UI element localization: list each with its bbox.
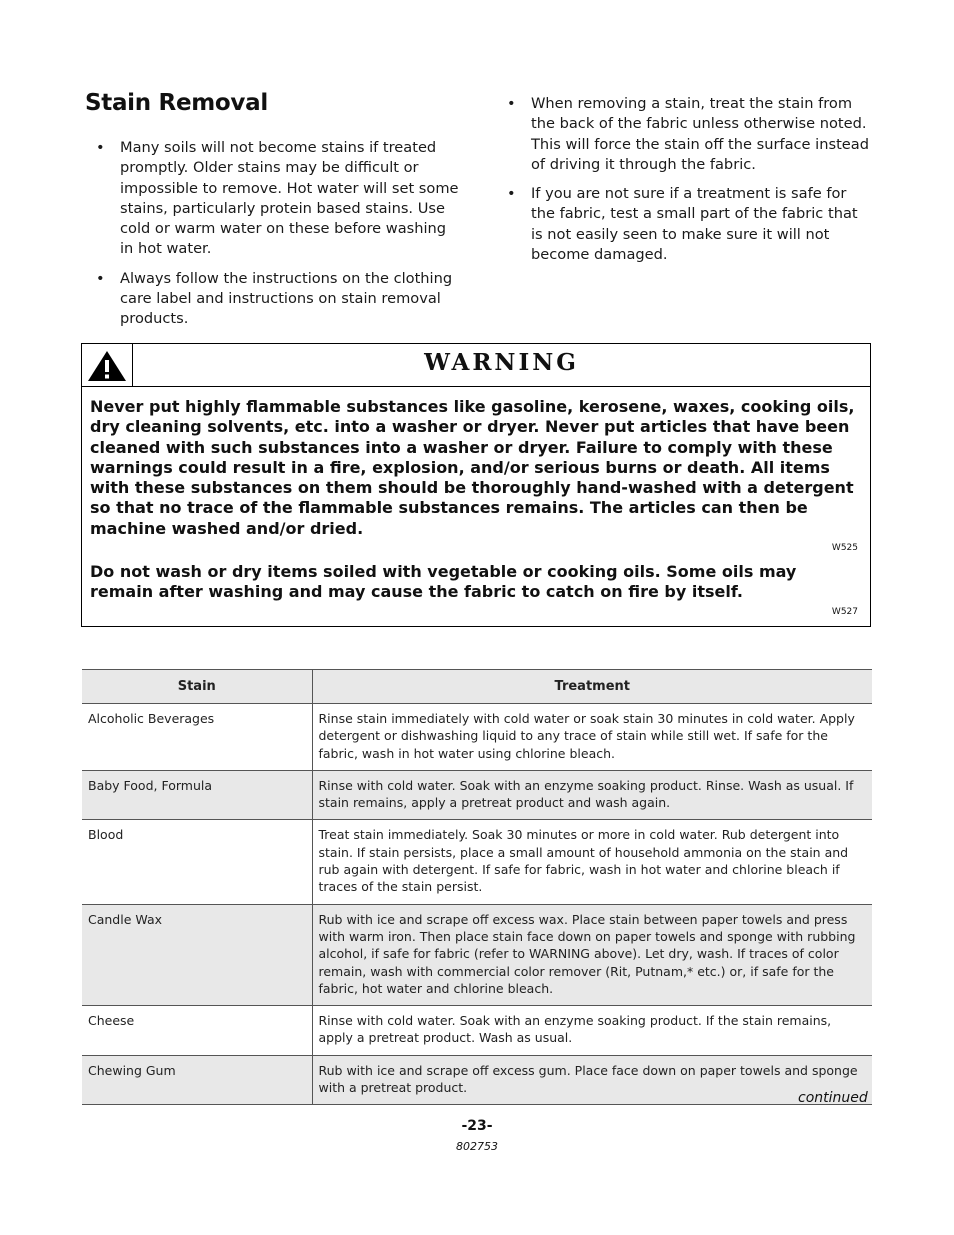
right-bullet-list: [507, 94, 871, 265]
list-item: [96, 269, 460, 330]
page-number: -23-: [461, 1118, 493, 1134]
warning-header: [82, 344, 870, 387]
bullet-icon: •: [507, 185, 516, 203]
warning-icon-cell: [82, 344, 133, 386]
stain-treatment-table: [82, 669, 872, 1105]
bullet-text: Always follow the instructions on the clothing care label and instructions on stain removal products.: [120, 269, 453, 328]
warning-triangle-icon: [87, 350, 127, 382]
list-item: [507, 184, 871, 265]
bullet-text: If you are not sure if a treatment is safe for the fabric, test a small part of the fabric that is not easily seen to make sure it will not become damaged.: [531, 185, 858, 264]
table-row: [82, 904, 872, 1005]
warning-box: [81, 343, 871, 627]
stain-cell: Blood: [82, 820, 312, 904]
bullet-icon: •: [96, 139, 105, 156]
table-row: [82, 704, 872, 771]
table-row: [82, 770, 872, 820]
treatment-cell: Rinse with cold water. Soak with an enzyme soaking product. Rinse. Wash as usual. If stain remains, apply a pretreat product and wash again.: [312, 770, 872, 820]
bullet-icon: •: [507, 95, 516, 112]
stain-cell: Alcoholic Beverages: [82, 704, 312, 771]
table-row: [82, 1055, 872, 1105]
warning-title: WARNING: [424, 349, 579, 376]
column-header-stain: Stain: [82, 670, 312, 704]
treatment-cell: Treat stain immediately. Soak 30 minutes or more in cold water. Rub detergent into stain. If stain persists, place a small amount of household ammonia on the stain and rub again with detergent. If safe for fabric, wash in hot water and chlorine bleach if traces of the stain persist.: [312, 820, 872, 904]
bullet-text: When removing a stain, treat the stain from the back of the fabric unless otherwise noted. This will force the stain off the surface instead of driving it through the fabric.: [531, 95, 869, 173]
left-bullet-list: [96, 138, 460, 330]
treatment-cell: Rinse with cold water. Soak with an enzyme soaking product. If the stain remains, apply a pretreat product. Wash as usual.: [312, 1006, 872, 1056]
stain-cell: Cheese: [82, 1006, 312, 1056]
treatment-cell: Rub with ice and scrape off excess gum. Place face down on paper towels and sponge with a pretreat product.: [312, 1055, 872, 1105]
list-item: [507, 94, 871, 175]
table-header-row: [82, 670, 872, 704]
table-row: [82, 820, 872, 904]
list-item: [96, 138, 460, 260]
continued-label: continued: [798, 1090, 868, 1106]
column-header-treatment: Treatment: [312, 670, 872, 704]
warning-code: W525: [831, 543, 858, 553]
bullet-icon: •: [96, 269, 105, 287]
stain-cell: Candle Wax: [82, 904, 312, 1005]
treatment-cell: Rub with ice and scrape off excess wax. Place stain between paper towels and press with warm iron. Then place stain face down on paper towels and sponge with rubbing alcohol, if safe for fabric (refer to WARNING above). Let dry, wash. If traces of color remain, wash with commercial color remover (Rit, Putnam,* etc.) or, if safe for the fabric, hot water and chlorine bleach.: [312, 904, 872, 1005]
warning-paragraph: Never put highly flammable substances like gasoline, kerosene, waxes, cooking oils, dry cleaning solvents, etc. into a washer or dryer. Never put articles that have been cleaned with such substances into a washer or dryer. Failure to comply with these warnings could result in a fire, explosion, and/or serious burns or death. All items with these substances on them should be thoroughly hand-washed with a detergent so that no trace of the flammable substances remains. The articles can then be machine washed and/or dried.: [90, 397, 855, 538]
stain-cell: Baby Food, Formula: [82, 770, 312, 820]
table-row: [82, 1006, 872, 1056]
bullet-text: Many soils will not become stains if treated promptly. Older stains may be difficult or impossible to remove. Hot water will set some stains, particularly protein based stains. Use cold or warm water on these before washing in hot water.: [120, 139, 459, 258]
document-code: 802753: [456, 1140, 498, 1153]
page-title: Stain Removal: [85, 90, 268, 116]
stain-cell: Chewing Gum: [82, 1055, 312, 1105]
treatment-cell: Rinse stain immediately with cold water or soak stain 30 minutes in cold water. Apply detergent or dishwashing liquid to any trace of stain while still wet. If safe for the fabric, wash in hot water using chlorine bleach.: [312, 704, 872, 771]
warning-paragraph: Do not wash or dry items soiled with vegetable or cooking oils. Some oils may remain after washing and may cause the fabric to catch on fire by itself.: [90, 562, 797, 602]
warning-code: W527: [831, 607, 858, 617]
